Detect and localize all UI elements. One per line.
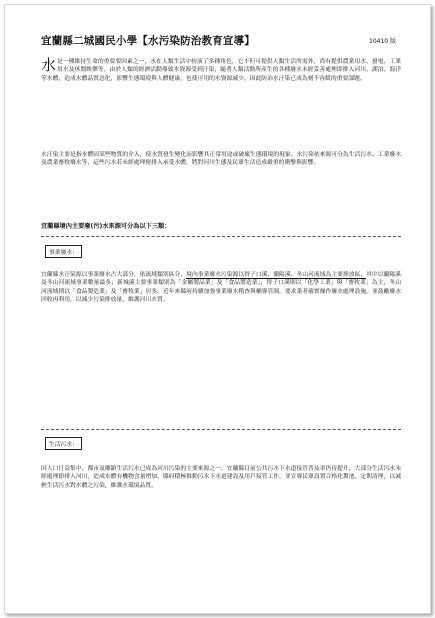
divider-2 — [41, 429, 401, 430]
intro-text-1: 是一種維持生命的重要要因素之一，水在人類生活中扮演了多種角色，它不但可提供人類生活所需外，尚有提供農業用水、發電、工業用水及休閒娛樂等。由於人類的經濟活動導致水資源受到汙染，隨著人類活動所產生的各種廢水未經妥善處理即排入河川、湖泊、海洋等水體，造成水體品質惡化，影響生態環境與人體健康，也使可用的水資源減少，因此防治水汙染已成為刻不容緩的重要課題。 — [41, 59, 401, 82]
section-heading-domestic: 生活污水： — [45, 437, 82, 450]
intro-paragraph-1 — [41, 58, 401, 83]
source-question: 宜蘭縣境內主要廢(污)水來源可分為以下三類： — [41, 223, 171, 230]
dropcap-letter: 水 — [41, 56, 57, 74]
document-page — [4, 4, 431, 614]
page-title: 宜蘭縣二城國民小學【水污染防治教育宣導】 — [41, 35, 255, 47]
section-body-domestic: 因人口日益集中，都市及鄉鎮生活污水已成為河川污染的主要來源之一，宜蘭縣目前公共污水下水道接管普及率仍待提升，大部分生活污水未經處理即排入河川，造成水體有機物含量增加。縣府積極推動污水下水道建設及用戶接管工作，並宣導民眾設置合格化糞池、定期清理，以減輕生活污水對水體之污染，維護水環境品質。 — [41, 466, 401, 489]
divider-1 — [41, 236, 401, 237]
intro-paragraph-2: 水汙染主要是指水體因某些物質的介入，使水質發生變化而影響其正常用途或破壞生態環境的現象。水污染依來源可分為生活污水、工業廢水及農業畜牧廢水等，這些污水若未經處理便排入承受水體，將對河川生態及民眾生活造成嚴重的衝擊與影響。 — [41, 152, 401, 167]
industrial-text-start: 宜蘭縣水汙染源以事業廢水占大部分，依流域類別區分， — [41, 272, 187, 278]
industrial-text-highlight: 境內事業廢水污染源以得子口溪、蘭陽溪、冬山河流域為主要排放區， — [186, 272, 367, 278]
section-body-industrial — [41, 271, 401, 305]
industrial-text-rest: 其中以蘭陽溪及冬山河流域事業數量最多；新城溪主要事業類別為「金屬製品業」及「食品製造業」，得子口溪則以「化學工業」與「畜牧業」為主，冬山河流域則以「食品製造業」及「畜牧業」居多。近年來縣府持續加強事業廢水稽查與輔導管制，要求業者確實操作廢水處理設施，並鼓勵廢水回收再利用，以減少污染排放量，維護河川水質。 — [41, 272, 401, 304]
section-heading-industrial: 事業廢水： — [45, 245, 82, 258]
version-label: 10410 版 — [369, 38, 396, 45]
